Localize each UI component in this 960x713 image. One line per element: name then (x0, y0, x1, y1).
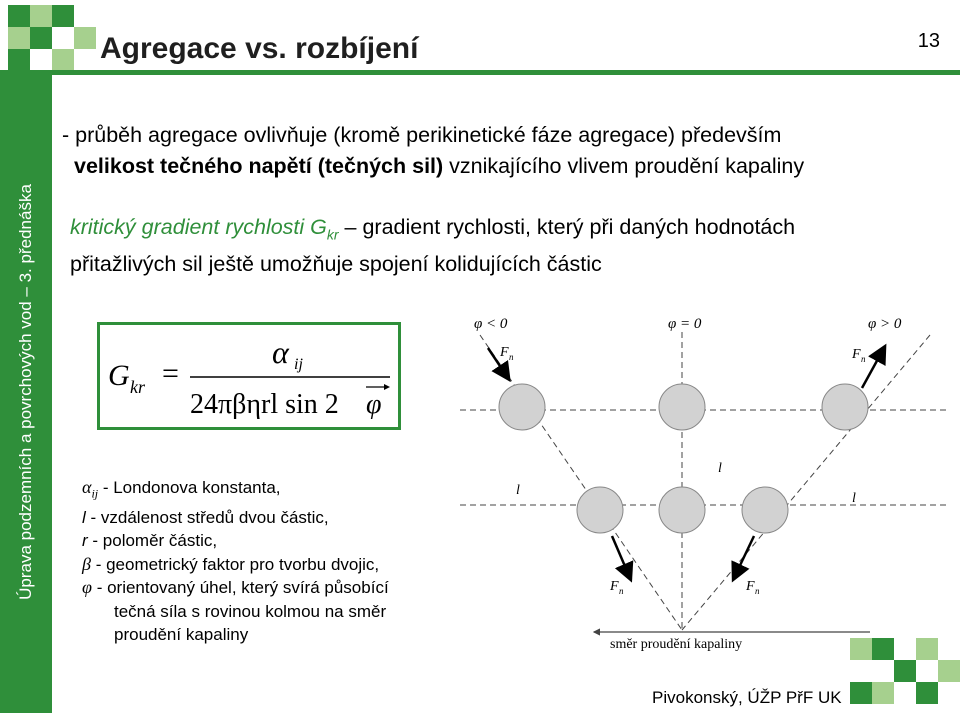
corner-square (30, 5, 52, 27)
intro-text (62, 120, 942, 182)
corner-square (52, 5, 74, 27)
particle (659, 487, 705, 533)
particle (577, 487, 623, 533)
definition-line-2: přitažlivých sil ještě umožňuje spojení kolidujících částic (70, 252, 602, 277)
formula-lhs-sub: kr (130, 377, 145, 397)
page-number: 13 (917, 30, 940, 52)
glossary-beta: β - geometrický faktor pro tvorbu dvojic, (82, 553, 380, 574)
label-phi-positive: φ > 0 (868, 316, 902, 332)
svg-text:F: F (610, 579, 619, 594)
svg-text:n: n (861, 354, 866, 364)
corner-square (916, 682, 938, 704)
phi-vector-arrowhead (384, 384, 390, 390)
formula-equals: = (162, 357, 179, 390)
formula-box (97, 322, 401, 430)
corner-square (894, 660, 916, 682)
glossary-phi-cont-1: tečná síla s rovinou kolmou na směr (114, 601, 387, 621)
definition (70, 212, 950, 279)
particle-diagram (460, 300, 952, 660)
formula-lhs: G (108, 359, 130, 392)
glossary-r: r - poloměr částic, (82, 531, 218, 551)
corner-square (8, 27, 30, 49)
svg-text:F: F (746, 579, 755, 594)
formula-denominator: 24πβηrl sin 2 (190, 389, 339, 420)
svg-text:n: n (619, 586, 624, 596)
side-label: Úprava podzemních a povrchových vod – 3. přednáška (16, 184, 35, 600)
force-label (499, 345, 514, 362)
force-arrow (734, 536, 754, 578)
corner-square (850, 682, 872, 704)
corner-square (52, 49, 74, 71)
definition-line-1 (70, 212, 950, 249)
distance-label: l (852, 491, 856, 506)
definition-term: kritický gradient rychlosti $G_{kr}$ (70, 215, 339, 243)
flow-label: směr proudění kapaliny (610, 637, 743, 652)
formula-phi: φ (366, 389, 382, 420)
formula-numerator-sub: ij (294, 356, 303, 373)
diagonal-left (480, 335, 682, 630)
corner-square (850, 638, 872, 660)
intro-bold: velikost tečného napětí (tečných sil) (74, 154, 444, 178)
corner-square (938, 660, 960, 682)
label-phi-zero: φ = 0 (668, 316, 702, 332)
title-rule (52, 70, 960, 75)
glossary-l: l - vzdálenost středů dvou částic, (82, 507, 329, 527)
force-arrow (612, 536, 630, 578)
particle (499, 384, 545, 430)
svg-text:F: F (852, 347, 861, 362)
corner-square (30, 27, 52, 49)
svg-text:F: F (500, 345, 509, 360)
corner-square (872, 682, 894, 704)
formula (100, 325, 398, 427)
glossary-phi-cont-2: proudění kapaliny (114, 625, 249, 645)
distance-label: l (516, 483, 520, 498)
glossary-alpha: $\alpha_{ij}$ - Londonova konstanta, (82, 477, 281, 501)
particle (822, 384, 868, 430)
diagonal-right (682, 335, 930, 630)
formula-numerator: α (272, 334, 289, 370)
intro-rest: vznikajícího vlivem proudění kapaliny (443, 154, 805, 178)
intro-line-2 (62, 151, 942, 182)
corner-square (8, 49, 30, 71)
label-phi-negative: φ < 0 (474, 316, 508, 332)
footer-author: Pivokonský, ÚŽP PřF UK (652, 688, 842, 707)
glossary-phi: φ - orientovaný úhel, který svírá působící (82, 577, 389, 598)
svg-text:n: n (755, 586, 760, 596)
intro-line-1: - průběh agregace ovlivňuje (kromě perikinetické fáze agregace) především (62, 123, 782, 147)
corner-square (916, 638, 938, 660)
corner-square (872, 638, 894, 660)
distance-label: l (718, 461, 722, 476)
particle (742, 487, 788, 533)
force-label (609, 579, 624, 596)
side-label-container (0, 70, 52, 713)
svg-text:n: n (509, 352, 514, 362)
corner-square (8, 5, 30, 27)
glossary (82, 476, 452, 647)
force-label (745, 579, 760, 596)
particle (659, 384, 705, 430)
slide-title: Agregace vs. rozbíjení (100, 32, 419, 65)
corner-square (74, 27, 96, 49)
definition-text-1: – gradient rychlosti, který při daných hodnotách (338, 215, 796, 239)
force-label (851, 347, 866, 364)
